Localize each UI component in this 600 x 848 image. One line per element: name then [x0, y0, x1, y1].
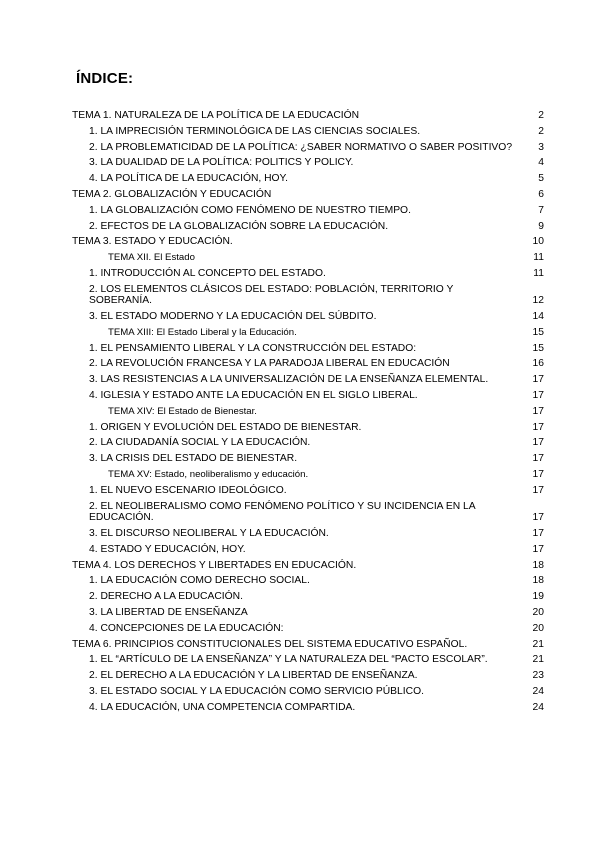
toc-section-entry[interactable]: [72, 453, 544, 465]
toc-section-entry[interactable]: [72, 268, 544, 280]
toc-page-number: 18: [532, 575, 544, 587]
toc-page-number: 17: [532, 543, 544, 555]
toc-entry-title: 3. LA DUALIDAD DE LA POLÍTICA: POLITICS Y POLICY.: [89, 157, 354, 169]
toc-chapter-entry[interactable]: [72, 639, 544, 651]
toc-page-number: 17: [532, 512, 544, 524]
toc-page-number: 17: [532, 405, 544, 417]
toc-section-entry[interactable]: [72, 607, 544, 619]
toc-page-number: 5: [538, 173, 544, 185]
toc-entry-title: 3. LAS RESISTENCIAS A LA UNIVERSALIZACIÓN DE LA ENSEÑANZA ELEMENTAL.: [89, 374, 489, 386]
toc-section-entry[interactable]: [72, 374, 544, 386]
toc-entry-title: 2. EL NEOLIBERALISMO COMO FENÓMENO POLÍTICO Y SU INCIDENCIA EN LA EDUCACIÓN.: [89, 500, 476, 524]
toc-section-entry[interactable]: [72, 591, 544, 603]
toc-section-entry[interactable]: [72, 544, 544, 556]
toc-section-entry[interactable]: [72, 173, 544, 185]
toc-section-entry[interactable]: [72, 528, 544, 540]
toc-page-number: 6: [538, 188, 544, 200]
toc-page-number: 12: [532, 295, 544, 307]
toc-page-number: 15: [532, 342, 544, 354]
toc-entry-title: 3. LA CRISIS DEL ESTADO DE BIENESTAR.: [89, 453, 298, 465]
toc-section-entry[interactable]: [72, 142, 544, 154]
toc-entry-title: 2. LA REVOLUCIÓN FRANCESA Y LA PARADOJA LIBERAL EN EDUCACIÓN: [89, 358, 450, 370]
toc-chapter-entry[interactable]: [72, 560, 544, 572]
toc-page-number: 10: [532, 236, 544, 248]
toc-chapter-entry[interactable]: [72, 110, 544, 122]
toc-page-number: 21: [532, 654, 544, 666]
toc-page-number: 9: [538, 220, 544, 232]
toc-subchapter-entry[interactable]: [72, 252, 544, 264]
toc-page-number: 2: [538, 110, 544, 121]
toc-section-entry[interactable]: [72, 358, 544, 370]
toc-section-entry[interactable]: [72, 157, 544, 169]
toc-page-number: 11: [533, 267, 544, 279]
toc-entry-title: TEMA XIII: El Estado Liberal y la Educación.: [108, 326, 297, 338]
toc-section-entry[interactable]: [72, 437, 544, 449]
toc-entry-title: 1. INTRODUCCIÓN AL CONCEPTO DEL ESTADO.: [89, 267, 326, 279]
toc-section-entry[interactable]: [72, 623, 544, 635]
toc-subchapter-entry[interactable]: [72, 327, 544, 339]
toc-entry-title: 4. IGLESIA Y ESTADO ANTE LA EDUCACIÓN EN EL SIGLO LIBERAL.: [89, 390, 418, 402]
toc-page-number: 17: [532, 469, 544, 481]
toc-entry-title: 3. EL ESTADO SOCIAL Y LA EDUCACIÓN COMO SERVICIO PÚBLICO.: [89, 685, 424, 697]
toc-section-entry[interactable]: [72, 284, 544, 307]
toc-entry-title: TEMA XV: Estado, neoliberalismo y educación.: [108, 469, 309, 481]
toc-entry-title: 1. LA GLOBALIZACIÓN COMO FENÓMENO DE NUESTRO TIEMPO.: [89, 204, 411, 216]
toc-page-number: 2: [538, 125, 544, 137]
toc-entry-title: 2. EFECTOS DE LA GLOBALIZACIÓN SOBRE LA EDUCACIÓN.: [89, 220, 389, 232]
toc-section-entry[interactable]: [72, 205, 544, 217]
toc-entry-title: 1. LA IMPRECISIÓN TERMINOLÓGICA DE LAS CIENCIAS SOCIALES.: [89, 125, 421, 137]
toc-page-number: 17: [532, 421, 544, 433]
toc-section-entry[interactable]: [72, 575, 544, 587]
toc-entry-title: 2. EL DERECHO A LA EDUCACIÓN Y LA LIBERTAD DE ENSEÑANZA.: [89, 670, 418, 682]
toc-entry-title: TEMA 1. NATURALEZA DE LA POLÍTICA DE LA EDUCACIÓN: [72, 110, 360, 121]
toc-section-entry[interactable]: [72, 343, 544, 355]
toc-entry-title: TEMA 3. ESTADO Y EDUCACIÓN.: [72, 236, 233, 248]
toc-entry-title: 1. ORIGEN Y EVOLUCIÓN DEL ESTADO DE BIENESTAR.: [89, 421, 362, 433]
toc-entry-title: 1. EL NUEVO ESCENARIO IDEOLÓGICO.: [89, 484, 287, 496]
toc-entry-title: 2. LOS ELEMENTOS CLÁSICOS DEL ESTADO: POBLACIÓN, TERRITORIO Y SOBERANÍA.: [89, 283, 454, 307]
toc-page-number: 24: [532, 685, 544, 697]
toc-entry-title: 4. ESTADO Y EDUCACIÓN, HOY.: [89, 543, 246, 555]
toc-page-number: 18: [532, 559, 544, 571]
toc-section-entry[interactable]: [72, 311, 544, 323]
toc-entry-title: 2. DERECHO A LA EDUCACIÓN.: [89, 591, 243, 603]
toc-chapter-entry[interactable]: [72, 236, 544, 248]
toc-entry-title: 3. EL ESTADO MODERNO Y LA EDUCACIÓN DEL SÚBDITO.: [89, 311, 377, 323]
toc-page-number: 17: [532, 374, 544, 386]
toc-entry-title: 4. LA EDUCACIÓN, UNA COMPETENCIA COMPARTIDA.: [89, 701, 356, 713]
toc-entry-title: 1. EL “ARTÍCULO DE LA ENSEÑANZA” Y LA NATURALEZA DEL “PACTO ESCOLAR”.: [89, 654, 488, 666]
toc-page-number: 17: [532, 437, 544, 449]
toc-entry-title: TEMA 4. LOS DERECHOS Y LIBERTADES EN EDUCACIÓN.: [72, 559, 357, 571]
toc-page-number: 17: [532, 453, 544, 465]
toc-page-number: 20: [532, 606, 544, 618]
toc-section-entry[interactable]: [72, 422, 544, 434]
toc-page-number: 17: [532, 390, 544, 402]
toc-page-number: 11: [533, 252, 544, 264]
toc-entry-title: 3. EL DISCURSO NEOLIBERAL Y LA EDUCACIÓN.: [89, 527, 329, 539]
toc-section-entry[interactable]: [72, 702, 544, 714]
toc-page-number: 19: [532, 591, 544, 603]
toc-entry-title: TEMA XIV: El Estado de Bienestar.: [108, 405, 257, 417]
toc-page-number: 16: [532, 358, 544, 370]
toc-page-number: 21: [532, 638, 544, 650]
toc-section-entry[interactable]: [72, 126, 544, 138]
toc-chapter-entry[interactable]: [72, 189, 544, 201]
table-of-contents: [72, 110, 544, 717]
toc-section-entry[interactable]: [72, 686, 544, 698]
page-title: ÍNDICE:: [76, 70, 134, 87]
toc-entry-title: TEMA 2. GLOBALIZACIÓN Y EDUCACIÓN: [72, 188, 272, 200]
toc-section-entry[interactable]: [72, 485, 544, 497]
toc-page-number: 14: [532, 311, 544, 323]
toc-section-entry[interactable]: [72, 390, 544, 402]
toc-page-number: 7: [538, 204, 544, 216]
toc-page-number: 23: [532, 670, 544, 682]
toc-entry-title: 2. LA CIUDADANÍA SOCIAL Y LA EDUCACIÓN.: [89, 437, 311, 449]
toc-entry-title: 2. LA PROBLEMATICIDAD DE LA POLÍTICA: ¿SABER NORMATIVO O SABER POSITIVO?: [89, 141, 513, 153]
toc-section-entry[interactable]: [72, 670, 544, 682]
toc-entry-title: TEMA XII. El Estado: [108, 252, 195, 264]
toc-page-number: 20: [532, 622, 544, 634]
toc-section-entry[interactable]: [72, 501, 544, 524]
toc-entry-title: 3. LA LIBERTAD DE ENSEÑANZA: [89, 606, 248, 618]
toc-entry-title: 4. CONCEPCIONES DE LA EDUCACIÓN:: [89, 622, 284, 634]
toc-entry-title: 4. LA POLÍTICA DE LA EDUCACIÓN, HOY.: [89, 173, 288, 185]
toc-page-number: 17: [532, 527, 544, 539]
toc-section-entry[interactable]: [72, 654, 544, 666]
toc-entry-title: 1. EL PENSAMIENTO LIBERAL Y LA CONSTRUCCIÓN DEL ESTADO:: [89, 342, 417, 354]
toc-subchapter-entry[interactable]: [72, 406, 544, 418]
toc-page-number: 4: [538, 157, 544, 169]
toc-section-entry[interactable]: [72, 221, 544, 233]
toc-page-number: 3: [538, 141, 544, 153]
toc-page-number: 15: [532, 326, 544, 338]
toc-page-number: 17: [532, 484, 544, 496]
toc-entry-title: TEMA 6. PRINCIPIOS CONSTITUCIONALES DEL SISTEMA EDUCATIVO ESPAÑOL.: [72, 638, 468, 650]
toc-subchapter-entry[interactable]: [72, 469, 544, 481]
toc-page-number: 24: [532, 701, 544, 713]
toc-entry-title: 1. LA EDUCACIÓN COMO DERECHO SOCIAL.: [89, 575, 310, 587]
